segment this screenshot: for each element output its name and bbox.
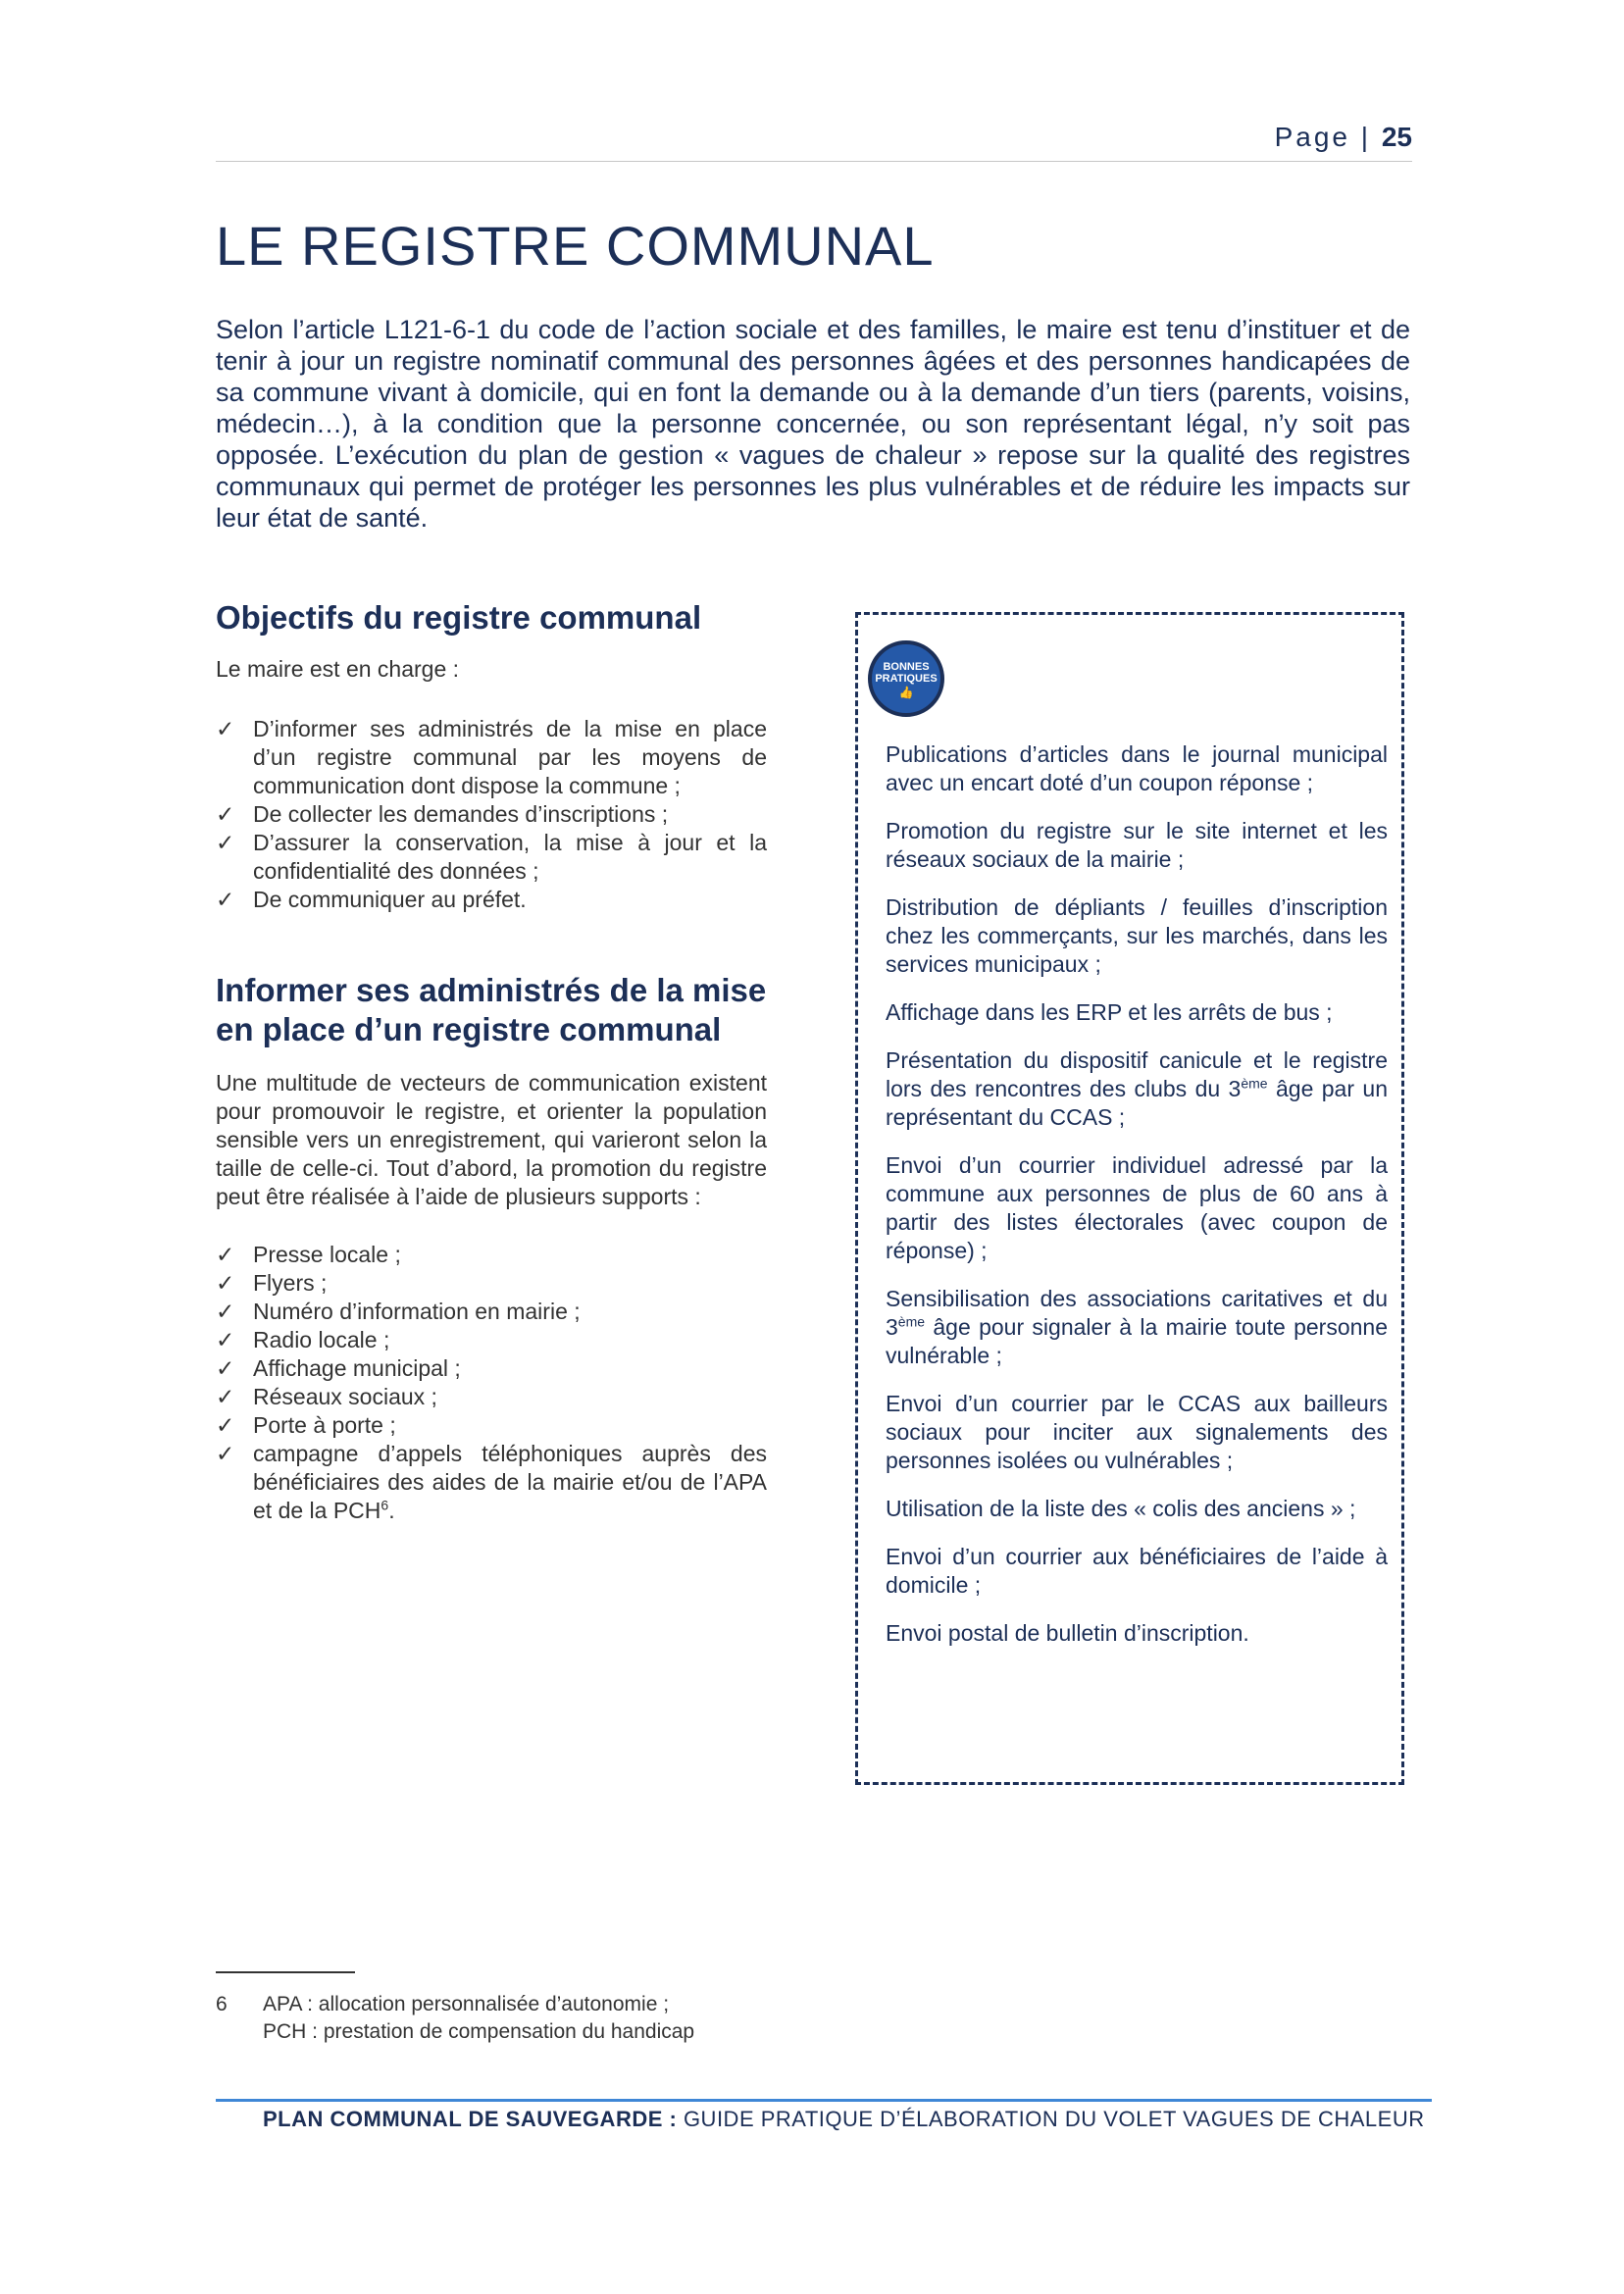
page-label: Page |: [1274, 122, 1372, 152]
objectifs-lead: Le maire est en charge :: [216, 656, 460, 682]
footnote-number: 6: [216, 1993, 228, 2015]
list-item: ✓ Flyers ;: [216, 1270, 328, 1296]
list-item: ✓ Presse locale ;: [216, 1242, 401, 1267]
footer-divider: [216, 2099, 1432, 2102]
page-number: [1275, 122, 1412, 153]
footnote-line: PCH : prestation de compensation du handicap: [263, 2020, 695, 2043]
intro-paragraph: Selon l’article L121-6-1 du code de l’action sociale et des familles, le maire est tenu d’instituer et de tenir à jour un registre nominatif communal des personnes âgées et des personnes handicapées de sa commune vivant à domicile, qui en font la demande ou à la demande d’un tiers (parents, voisins, médecin…), à la condition que la personne concernée, ou son représentant légal, n’y soit pas opposée. L’exécution du plan de gestion « vagues de chaleur » repose sur la qualité des registres communaux qui permet de protéger les personnes les plus vulnérables et de réduire les impacts sur leur état de santé.: [216, 315, 1410, 533]
page-number-value: 25: [1381, 122, 1412, 152]
bonnes-pratiques-list: [886, 740, 1388, 1667]
check-icon: ✓: [216, 716, 235, 741]
check-icon: ✓: [216, 1355, 235, 1381]
supports-list: [216, 1241, 767, 1525]
informer-paragraph: Une multitude de vecteurs de communication existent pour promouvoir le registre, et orienter la population sensible vers un enregistrement, qui varieront selon la taille de celle-ci. Tout d’abord, la promotion du registre peut être réalisée à l’aide de plusieurs supports :: [216, 1070, 767, 1209]
list-item: Distribution de dépliants / feuilles d’inscription chez les commerçants, sur les marchés, dans les services municipaux ;: [886, 894, 1388, 977]
footnote-ref[interactable]: 6: [381, 1497, 389, 1513]
list-item: ✓ campagne d’appels téléphoniques auprès des bénéficiaires des aides de la mairie et/ou de l’APA et de la PCH$^6$.: [216, 1441, 767, 1523]
objectifs-list: [216, 715, 767, 914]
list-item: ✓ D’informer ses administrés de la mise en place d’un registre communal par les moyens de communication dont dispose la commune ;: [216, 716, 767, 798]
page-footer: [263, 2107, 1425, 2132]
list-item: Sensibilisation des associations caritatives et du 3ème âge pour signaler à la mairie toute personne vulnérable ;: [886, 1286, 1388, 1368]
objectifs-heading: Objectifs du registre communal: [216, 599, 702, 636]
list-item: Présentation du dispositif canicule et le registre lors des rencontres des clubs du 3ème âge par un représentant du CCAS ;: [886, 1047, 1388, 1130]
check-icon: ✓: [216, 1270, 235, 1296]
list-item: ✓ Réseaux sociaux ;: [216, 1384, 437, 1409]
check-icon: ✓: [216, 1384, 235, 1409]
footnote: [216, 1991, 694, 2046]
list-item: ✓ Radio locale ;: [216, 1327, 390, 1352]
list-item: Publications d’articles dans le journal municipal avec un encart doté d’un coupon réponse ;: [886, 741, 1388, 795]
check-icon: ✓: [216, 801, 235, 827]
thumbs-up-icon: 👍: [898, 686, 914, 699]
check-icon: ✓: [216, 887, 235, 912]
check-icon: ✓: [216, 1299, 235, 1324]
check-icon: ✓: [216, 1242, 235, 1267]
list-item: ✓ Numéro d’information en mairie ;: [216, 1299, 581, 1324]
list-item: Envoi d’un courrier aux bénéficiaires de l’aide à domicile ;: [886, 1544, 1388, 1598]
list-item: Envoi postal de bulletin d’inscription.: [886, 1620, 1249, 1646]
check-icon: ✓: [216, 830, 235, 855]
page-title: LE REGISTRE COMMUNAL: [216, 215, 935, 277]
footnote-divider: [216, 1971, 355, 1973]
list-item: ✓ Affichage municipal ;: [216, 1355, 461, 1381]
list-item: Affichage dans les ERP et les arrêts de bus ;: [886, 999, 1333, 1025]
list-item: Envoi d’un courrier par le CCAS aux bailleurs sociaux pour inciter aux signalements des personnes isolées ou vulnérables ;: [886, 1391, 1388, 1473]
list-item: Envoi d’un courrier individuel adressé par la commune aux personnes de plus de 60 ans à partir des listes électorales (avec coupon de réponse) ;: [886, 1152, 1388, 1263]
check-icon: ✓: [216, 1441, 235, 1466]
list-item: ✓ De collecter les demandes d’inscriptions ;: [216, 801, 669, 827]
bonnes-pratiques-badge-icon: BONNES PRATIQUES 👍: [868, 640, 944, 717]
bonnes-pratiques-box: [855, 612, 1404, 1785]
list-item: ✓ D’assurer la conservation, la mise à jour et la confidentialité des données ;: [216, 830, 767, 884]
list-item: ✓ De communiquer au préfet.: [216, 887, 527, 912]
list-item: Promotion du registre sur le site internet et les réseaux sociaux de la mairie ;: [886, 818, 1388, 872]
footnote-line: APA : allocation personnalisée d’autonomie ;: [263, 1993, 670, 2015]
informer-heading: Informer ses administrés de la mise en place d’un registre communal: [216, 972, 767, 1047]
check-icon: ✓: [216, 1412, 235, 1438]
footer-title: PLAN COMMUNAL DE SAUVEGARDE :: [263, 2107, 678, 2131]
page-header: [216, 122, 1412, 162]
list-item: Utilisation de la liste des « colis des anciens » ;: [886, 1496, 1356, 1521]
list-item: ✓ Porte à porte ;: [216, 1412, 396, 1438]
footer-subtitle: GUIDE PRATIQUE D’ÉLABORATION DU VOLET VAGUES DE CHALEUR: [677, 2107, 1425, 2131]
left-column: [216, 598, 767, 1525]
check-icon: ✓: [216, 1327, 235, 1352]
